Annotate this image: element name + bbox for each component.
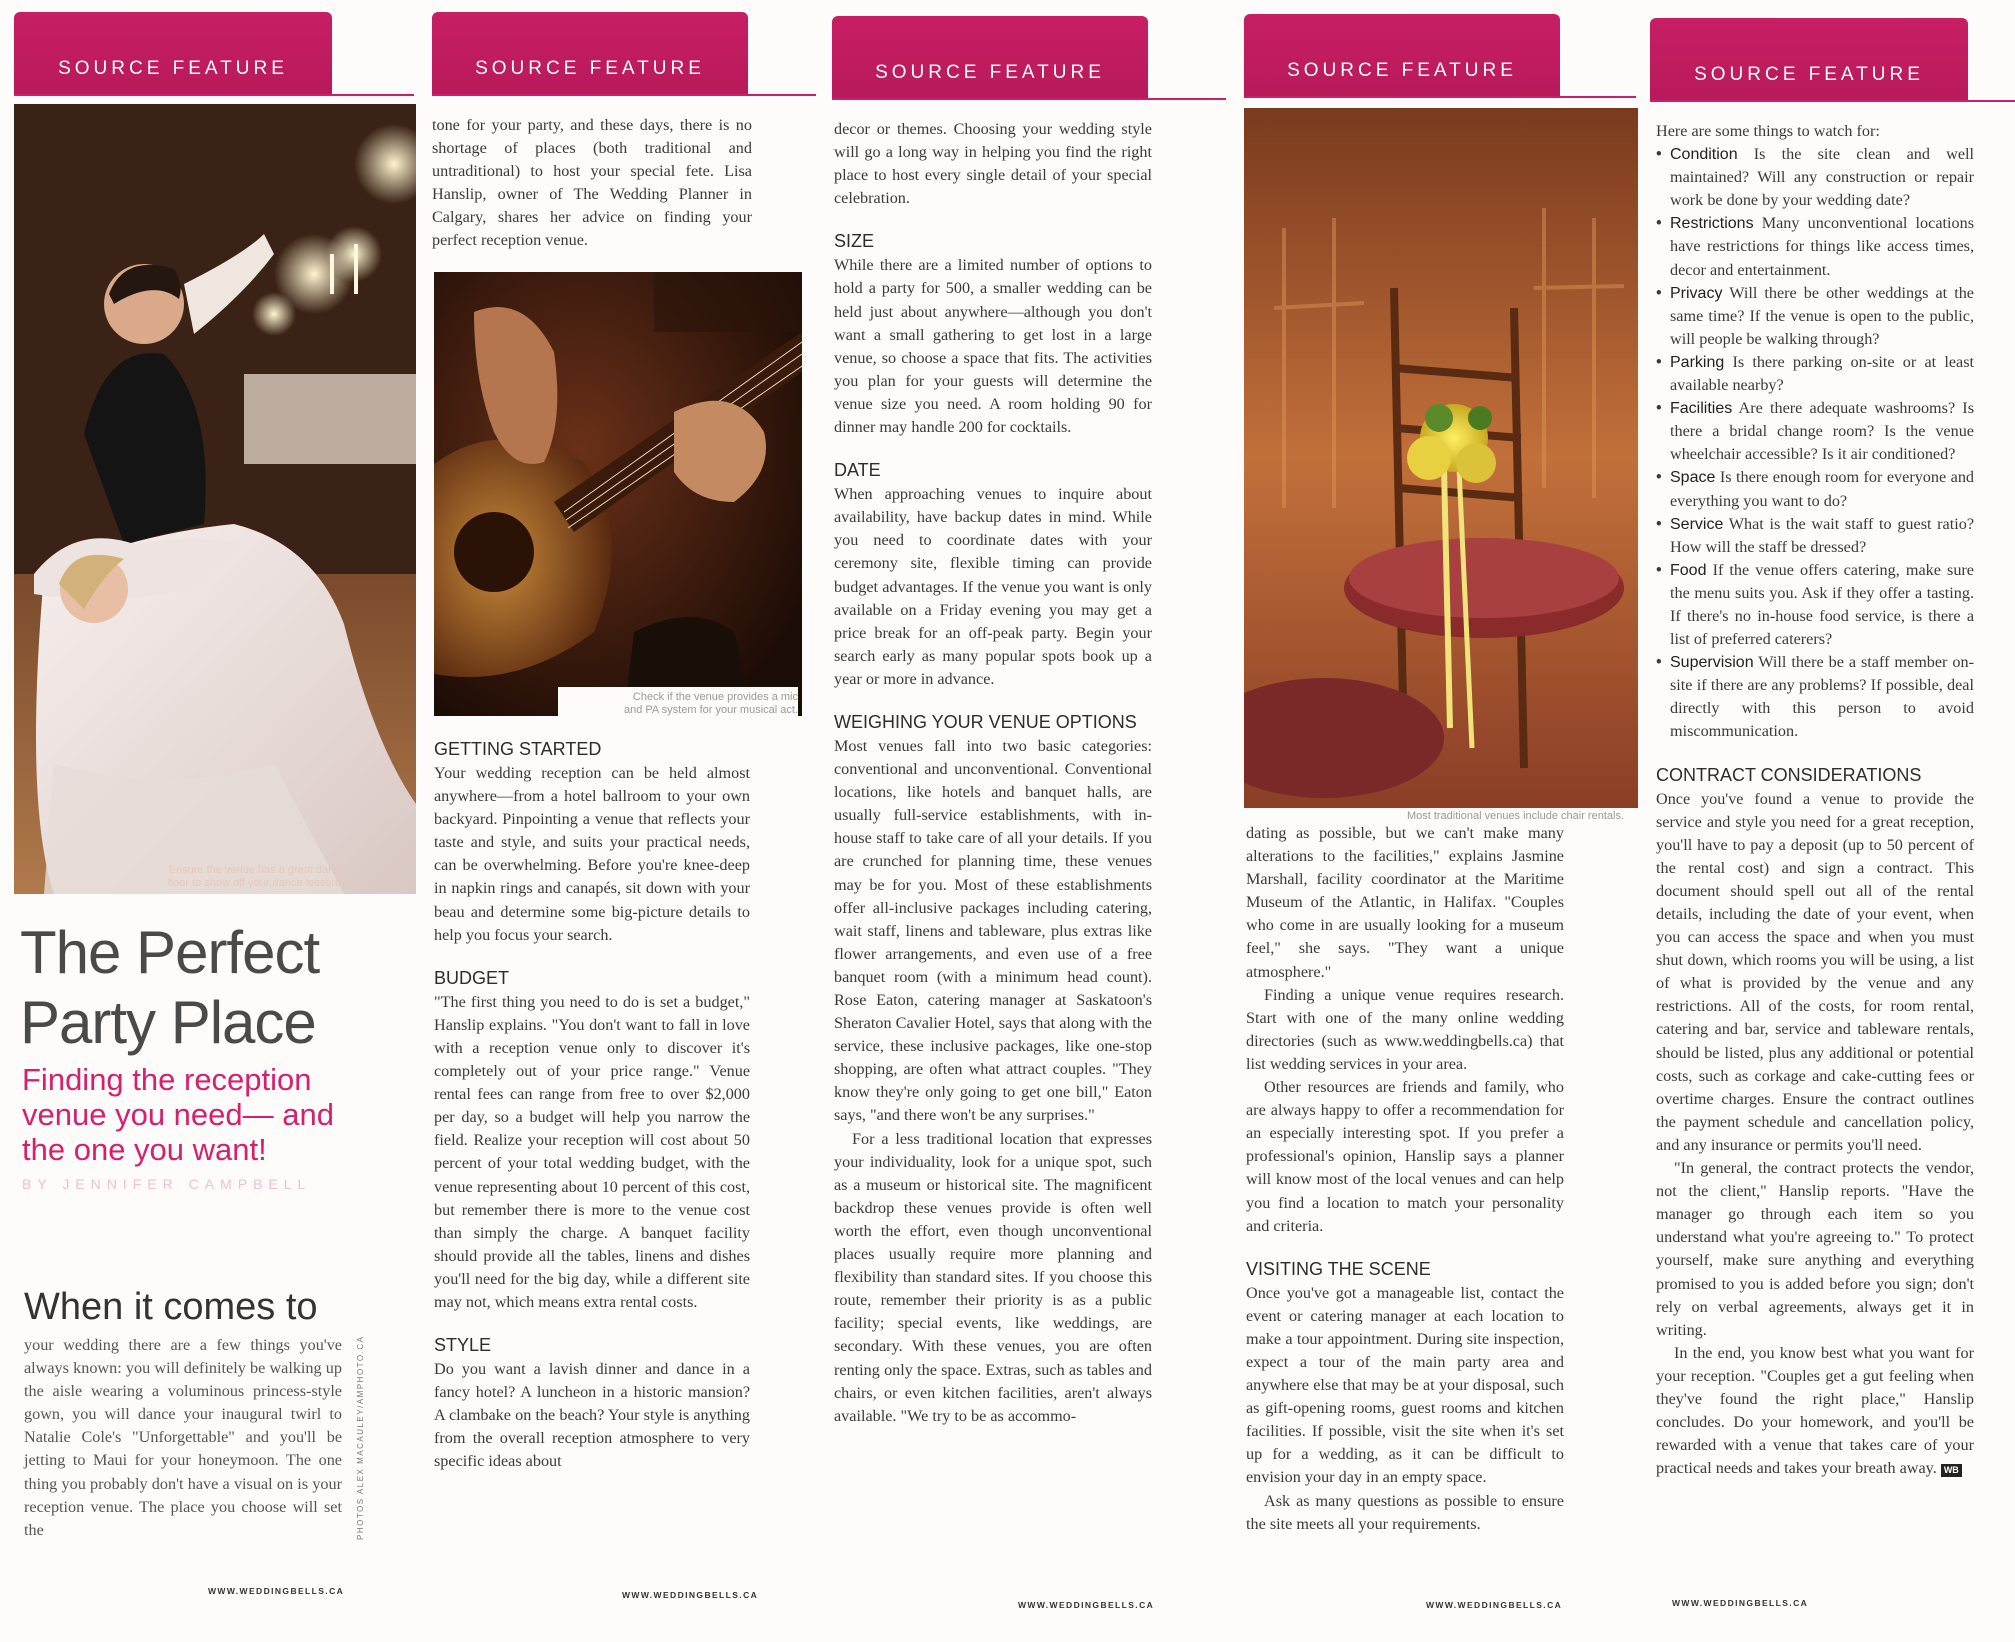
- heading-getting-started: GETTING STARTED: [434, 739, 602, 759]
- page-5: [1640, 0, 2015, 1642]
- subtitle-line: Finding the reception: [22, 1062, 312, 1097]
- checklist-item: [1656, 212, 1974, 281]
- checklist-item: [1656, 466, 1974, 512]
- paragraph: When approaching venues to inquire about availability, have backup dates in mind. While you need to coordinate dates with your ceremony site, flexible timing can provide budget advantages. If the venue you want is only available on a Friday evening you may get a price break for an off-peak party. Begin your search early as many popular spots book up a year or more in advance.: [834, 485, 1152, 688]
- dancing-couple-photo: [14, 104, 416, 894]
- section-banner: [432, 12, 748, 94]
- checklist-item: [1656, 559, 1974, 651]
- checklist-item: [1656, 397, 1974, 466]
- checklist-term: Food: [1670, 561, 1707, 579]
- section-banner: [1244, 14, 1560, 96]
- checklist-item: [1656, 651, 1974, 743]
- heading-contract: CONTRACT CONSIDERATIONS: [1656, 764, 1922, 785]
- heading-visiting: VISITING THE SCENE: [1246, 1258, 1431, 1279]
- intro-text: [432, 114, 752, 253]
- checklist-item: [1656, 143, 1974, 212]
- footer-url: WWW.WEDDINGBELLS.CA: [622, 1590, 759, 1600]
- paragraph: Once you've got a manageable list, contact the event or catering manager at each location to make a tour appointment. During site inspection, expect a tour of the main party area and anywhere else that may be at your disposal, such as gift-opening rooms, guest rooms and kitchen facilities. If possible, visit the site when it's set up for a wedding, as it can be difficult to envision your day in an empty space.: [1246, 1283, 1564, 1487]
- dancing-couple-illustration: [14, 104, 416, 894]
- guitar-illustration: [434, 272, 802, 716]
- paragraph: "In general, the contract protects the vendor, not the client," Hanslip reports. "Have the manager go through each item so you understand what you're agreeing to." To protect yourself, make sure anything and everything promised to you is added before you sign; don't rely on verbal agreements, always get it in writing.: [1656, 1159, 1974, 1339]
- subtitle-line: the one you want!: [22, 1132, 267, 1167]
- article-title: [20, 918, 319, 1058]
- section-banner: [832, 16, 1148, 98]
- checklist-item: [1656, 282, 1974, 351]
- paragraph: Ask as many questions as possible to ensure the site meets all your requirements.: [1246, 1491, 1564, 1533]
- banner-rule: [1650, 100, 2015, 102]
- paragraph: Once you've found a venue to provide the service and style you need for a great reception, you'll have to pay a deposit (up to 50 percent of the rental cost) and sign a contract. This document should spell out all of the rental details, including the date of your event, when you can access the space and when you must shut down, which rooms you will be using, a list of what is provided by the venue and any restrictions. All of the costs, for room rental, catering and bar, service and tableware rentals, should be listed, plus any additional or potential costs, such as corkage and cake-cutting fees or overtime charges. Ensure the contract outlines the payment schedule and cancellation policy, and any insurance or permits you'll need.: [1656, 789, 1974, 1154]
- body-column: [834, 118, 1152, 1428]
- heading-budget: BUDGET: [434, 967, 510, 988]
- intro-paragraph: tone for your party, and these days, there is no shortage of places (both traditional and untraditional) to host your special fete. Lisa Hanslip, owner of The Wedding Planner in Calgary, shares her advice on finding your perfect reception venue.: [432, 116, 752, 250]
- checklist-text: Is the site clean and well maintained? Will any construction or repair work be done by your wedding date?: [1670, 145, 1975, 210]
- chairs-illustration: [1244, 108, 1638, 808]
- checklist-text: Is there enough room for everyone and everything you want to do?: [1670, 468, 1975, 510]
- heading-date: DATE: [834, 460, 881, 481]
- caption-line: floor to show off your dance lessons!: [167, 877, 346, 889]
- checklist-term: Privacy: [1670, 284, 1723, 302]
- paragraph: Most venues fall into two basic categories: conventional and unconventional. Conventional locations, like hotels and banquet halls, are usually full-service establishments, with in-house staff to take care of all your details. If you are crunched for planning time, these venues may be for you. Most of these establishments offer all-inclusive packages including catering, wait staff, linens and tableware, plus extras like flower arrangements, and even use of a free banquet room (with a minimum head count). Rose Eaton, catering manager at Saskatoon's Sheraton Cavalier Hotel, says that along with the service, these inclusive packages, like one-stop shopping, are often what attract couples. "They know they're only going to get one bill," Eaton says, "and there won't be any surprises.": [834, 736, 1152, 1125]
- banner-rule: [1244, 96, 1636, 98]
- paragraph: Your wedding reception can be held almost anywhere—from a hotel ballroom to your own backyard. Pinpointing a venue that reflects your taste and style, and suits your practical needs, can be overwhelming. Before you're knee-deep in napkin rings and canapés, sit down with your beau and determine some big-picture details to help you focus your search.: [434, 764, 750, 944]
- checklist: [1656, 143, 1974, 743]
- photo-caption: [558, 687, 798, 716]
- heading-size: SIZE: [834, 231, 875, 252]
- checklist-term: Supervision: [1670, 654, 1754, 672]
- photo-credit: PHOTOS ALEX MACAULEY/AMPHOTO.CA: [356, 1335, 365, 1540]
- checklist-term: Condition: [1670, 146, 1738, 164]
- checklist-item: [1656, 513, 1974, 559]
- heading-venue-options: WEIGHING YOUR VENUE OPTIONS: [834, 711, 1137, 732]
- heading-style: STYLE: [434, 1335, 492, 1356]
- footer-url: WWW.WEDDINGBELLS.CA: [1018, 1600, 1155, 1610]
- article-subtitle: [22, 1062, 334, 1167]
- paragraph: While there are a limited number of options to hold a party for 500, a smaller wedding can be held just about anywhere—although you don't want a small gathering to get lost in a large venue, so choose a space that fits. The activities you plan for your guests will determine the venue size you need. A room holding 90 for dinner may handle 200 for cocktails.: [834, 256, 1152, 437]
- caption-line: Check if the venue provides a mic: [632, 691, 798, 703]
- guitar-photo: [434, 272, 802, 716]
- paragraph: dating as possible, but we can't make many alterations to the facilities," explains Jasmine Marshall, facility coordinator at the Maritime Museum of the Atlantic, in Halifax. "Couples who come in are usually looking for a museum feel," she says. "They want a unique atmosphere.": [1246, 824, 1564, 981]
- page-2: [420, 0, 820, 1642]
- paragraph: Finding a unique venue requires research. Start with one of the many online wedding directories (such as www.weddingbells.ca) that list wedding services in your area.: [1246, 985, 1564, 1073]
- byline: BY JENNIFER CAMPBELL: [22, 1176, 312, 1192]
- chairs-photo: [1244, 108, 1638, 808]
- banner-label: SOURCE FEATURE: [1694, 64, 1924, 85]
- caption-line: and PA system for your musical act.: [623, 704, 798, 716]
- banner-rule: [832, 98, 1226, 100]
- page-3: [820, 0, 1230, 1642]
- banner-label: SOURCE FEATURE: [1287, 60, 1517, 81]
- intro-body: [24, 1334, 342, 1542]
- checklist-text: Will there be other weddings at the same time? If the venue is open to the public, will people be walking through?: [1670, 283, 1974, 348]
- checklist-text: If the venue offers catering, make sure the menu suits you. Ask if they offer a tasting. If there's no in-house food service, is there a list of preferred caterers?: [1670, 560, 1974, 649]
- banner-label: SOURCE FEATURE: [475, 58, 705, 79]
- checklist-term: Restrictions: [1670, 215, 1754, 233]
- subtitle-line: venue you need— and: [22, 1097, 334, 1132]
- checklist-item: [1656, 351, 1974, 397]
- checklist-term: Parking: [1670, 353, 1725, 371]
- photo-caption: Most traditional venues include chair rentals.: [1406, 810, 1624, 822]
- checklist-text: Is there parking on-site or at least available nearby?: [1670, 352, 1974, 395]
- footer-url: WWW.WEDDINGBELLS.CA: [1672, 1598, 1809, 1608]
- caption-line: Ensure the venue has a great dance: [168, 864, 346, 876]
- photo-caption: [86, 864, 346, 890]
- paragraph: Other resources are friends and family, who are always happy to offer a recommendation for an especially interesting spot. If you prefer a professional's opinion, Hanslip says a planner will know most of the local venues and can help you find a location to match your personality and criteria.: [1246, 1078, 1564, 1235]
- page-4: [1230, 0, 1640, 1642]
- closing-text: In the end, you know best what you want for your reception. "Couples get a gut feeling when they've found the right place," Hanslip concludes. Do your homework, and you'll be rewarded with a venue that takes care of your practical needs and takes your breath away.: [1656, 1343, 1974, 1478]
- checklist-text: What is the wait staff to guest ratio? How will the staff be dressed?: [1670, 514, 1975, 556]
- banner-rule: [14, 94, 414, 96]
- banner-label: SOURCE FEATURE: [58, 58, 288, 79]
- paragraph: For a less traditional location that expresses your individuality, look for a unique spot, such as a museum or historical site. The magnificent backdrop these venues provide is often well worth the effort, even though unconventional places usually require more planning and flexibility than standard sites. If you choose this route, remember their priority is as a public facility; special events, like weddings, are secondary. With these venues, you are often renting only the space. Extras, such as tables and chairs, or even kitchen facilities, aren't always available. "We try to be as accommo-: [834, 1129, 1152, 1425]
- body-column: [1656, 120, 1974, 1480]
- checklist-text: Will there be a staff member on-site if there are any problems? If possible, deal directly with this person to avoid miscommunication.: [1670, 653, 1974, 741]
- banner-rule: [432, 94, 816, 96]
- checklist-text: Are there adequate washrooms? Is there a bridal change room? Is the venue wheelchair accessible? Is it air conditioned?: [1670, 399, 1975, 464]
- body-column: [1246, 822, 1564, 1536]
- page-1: [0, 0, 420, 1642]
- footer-url: WWW.WEDDINGBELLS.CA: [1426, 1600, 1563, 1610]
- section-banner: [14, 12, 332, 94]
- footer-url: WWW.WEDDINGBELLS.CA: [208, 1586, 345, 1596]
- intro-paragraph: your wedding there are a few things you've always known: you will definitely be walking up the aisle wearing a voluminous princess-style gown, you will dance your inaugural twirl to Natalie Cole's "Unforgettable" and you'll be jetting to Maui for your honeymoon. The one thing you probably don't have a visual on is your reception venue. The place you choose will set the: [24, 1336, 342, 1539]
- paragraph: Here are some things to watch for:: [1656, 122, 1880, 140]
- title-line: Party Place: [20, 989, 316, 1056]
- checklist-term: Space: [1670, 469, 1716, 487]
- checklist-term: Service: [1670, 515, 1724, 533]
- paragraph: decor or themes. Choosing your wedding style will go a long way in helping you find the right place to host every single detail of your special celebration.: [834, 120, 1152, 208]
- body-column: [434, 738, 750, 1474]
- paragraph: [1656, 1342, 1974, 1481]
- paragraph: "The first thing you need to do is set a budget," Hanslip explains. "You don't want to fall in love with a reception venue only to discover it's completely out of your price range." Venue rental fees can range from free to over $2,000 per day, so a budget will help you narrow the field. Realize your reception will cost about 50 percent of your total wedding budget, with the venue representing about 10 percent of this cost, but remember there is more to the venue cost than simply the charge. A banquet facility should provide all the tables, linens and dishes you'll need for the big day, while a different site may not, which means extra rental costs.: [434, 992, 750, 1311]
- banner-label: SOURCE FEATURE: [875, 62, 1105, 83]
- paragraph: Do you want a lavish dinner and dance in a fancy hotel? A luncheon in a historic mansion? A clambake on the beach? Your style is anything from the overall reception atmosphere to very specific ideas about: [434, 1360, 750, 1471]
- checklist-term: Facilities: [1670, 400, 1733, 418]
- checklist-text: Many unconventional locations have restrictions for things like access times, decor and entertainment.: [1670, 214, 1974, 279]
- title-line: The Perfect: [20, 919, 320, 986]
- section-banner: [1650, 18, 1968, 100]
- end-mark-icon: WB: [1941, 1464, 1962, 1477]
- lead-in: When it comes to: [24, 1286, 318, 1328]
